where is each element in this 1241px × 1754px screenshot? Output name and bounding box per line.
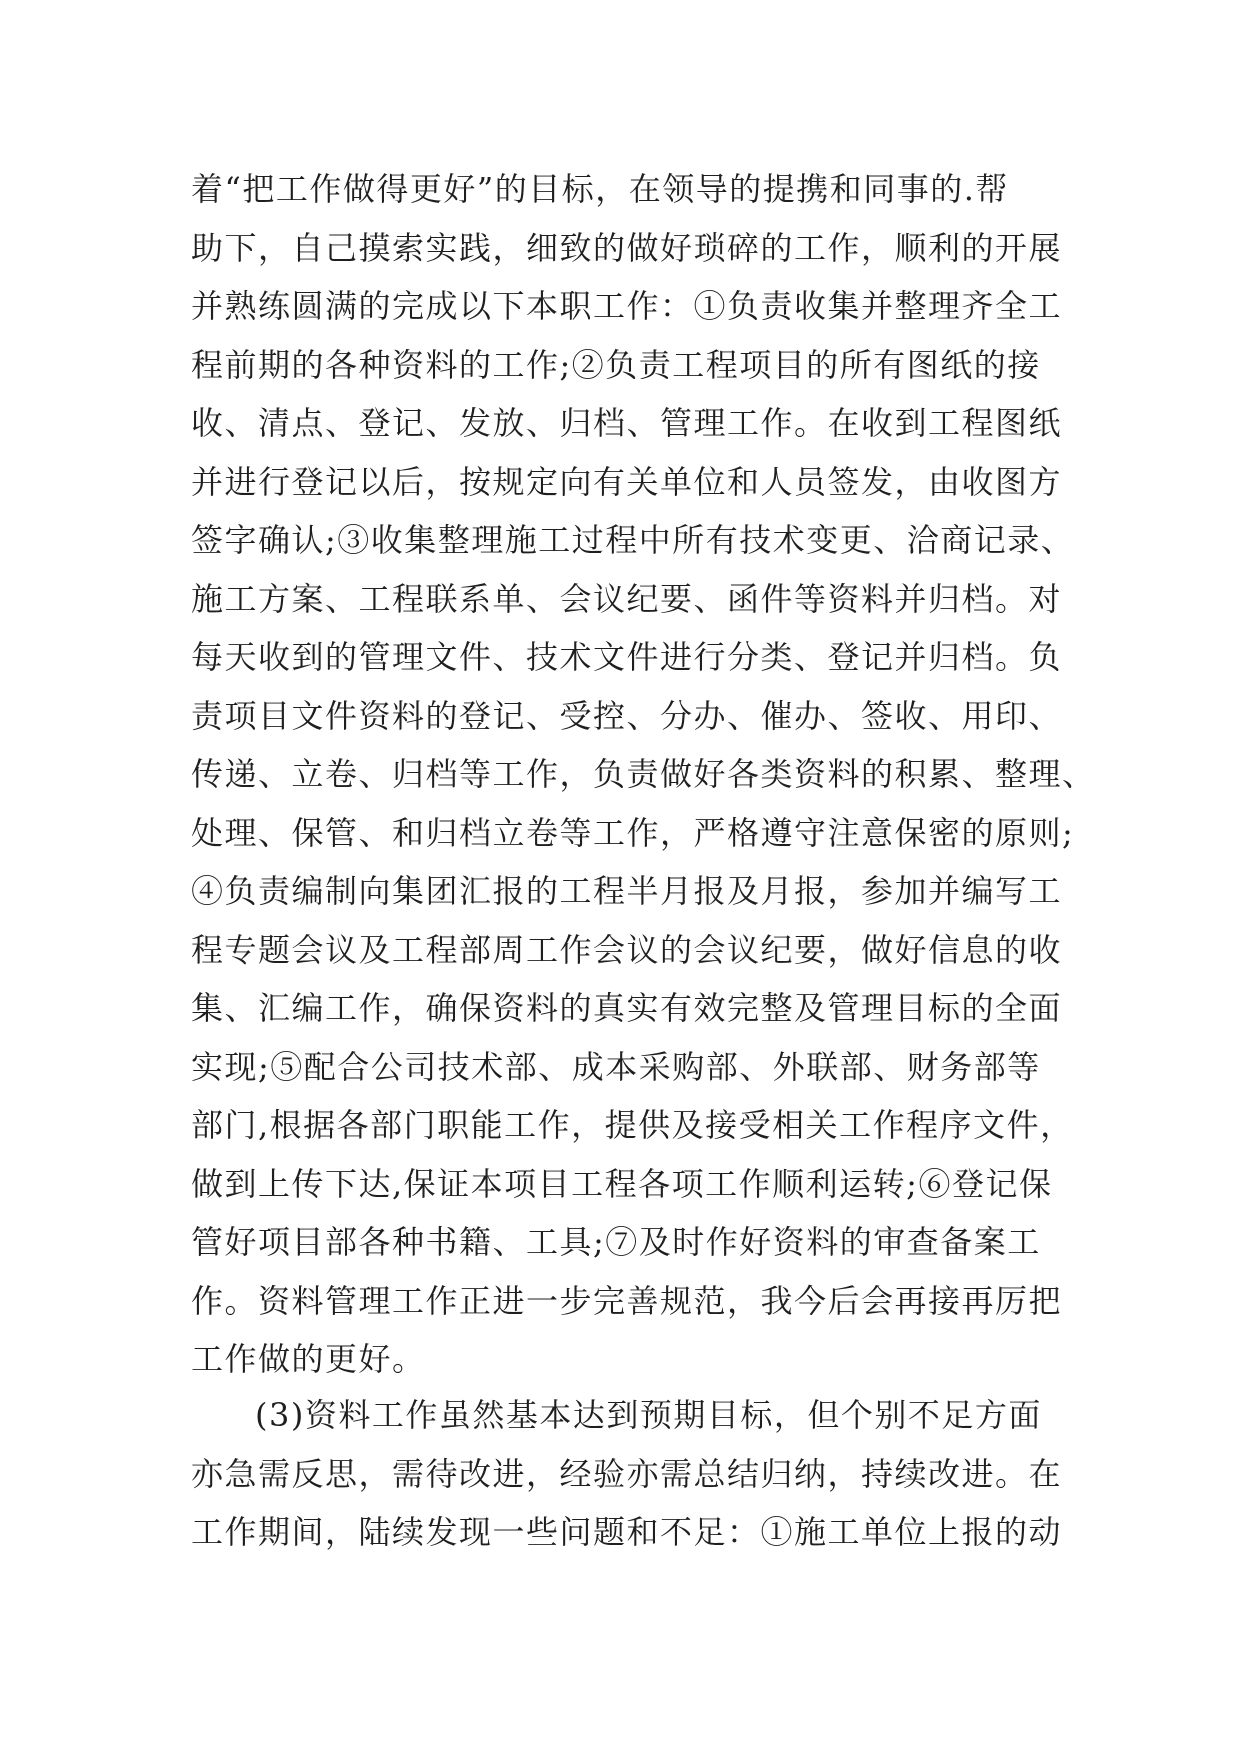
text-line: 着“把工作做得更好”的目标，在领导的提携和同事的.帮 xyxy=(191,170,1009,208)
text-line: 工作期间，陆续发现一些问题和不足：①施工单位上报的动 xyxy=(191,1513,1063,1551)
text-line: 实现;⑤配合公司技术部、成本采购部、外联部、财务部等 xyxy=(191,1047,1041,1086)
text-line: 并进行登记以后，按规定向有关单位和人员签发，由收图方 xyxy=(191,462,1063,501)
text-line: 程专题会议及工程部周工作会议的会议纪要，做好信息的收 xyxy=(191,930,1063,969)
text-line: ④负责编制向集团汇报的工程半月报及月报，参加并编写工 xyxy=(191,872,1063,910)
text-line: 做到上传下达,保证本项目工程各项工作顺利运转;⑥登记保 xyxy=(191,1164,1053,1203)
text-line: 每天收到的管理文件、技术文件进行分类、登记并归档。负 xyxy=(191,638,1063,676)
text-line: 签字确认;③收集整理施工过程中所有技术变更、洽商记录、 xyxy=(191,521,1075,559)
paragraph-2 xyxy=(191,1386,1071,1562)
text-line: 处理、保管、和归档立卷等工作，严格遵守注意保密的原则; xyxy=(191,813,1075,852)
text-line: 部门,根据各部门职能工作，提供及接受相关工作程序文件， xyxy=(191,1106,1074,1144)
text-line: 集、汇编工作，确保资料的真实有效完整及管理目标的全面 xyxy=(191,989,1063,1027)
text-line: 并熟练圆满的完成以下本职工作：①负责收集并整理齐全工 xyxy=(191,287,1063,325)
text-line: 施工方案、工程联系单、会议纪要、函件等资料并归档。对 xyxy=(191,579,1063,618)
paragraph-1 xyxy=(191,160,1096,1389)
text-line: 亦急需反思，需待改进，经验亦需总结归纳，持续改进。在 xyxy=(191,1454,1063,1493)
text-line: 程前期的各种资料的工作;②负责工程项目的所有图纸的接 xyxy=(191,345,1041,384)
text-line: 管好项目部各种书籍、工具;⑦及时作好资料的审查备案工 xyxy=(191,1223,1041,1261)
text-line: 作。资料管理工作正进一步完善规范，我今后会再接再厉把 xyxy=(191,1281,1063,1320)
text-line: 助下，自己摸索实践，细致的做好琐碎的工作，顺利的开展 xyxy=(191,228,1063,267)
text-line: 工作做的更好。 xyxy=(191,1340,426,1378)
text-line: 收、清点、登记、发放、归档、管理工作。在收到工程图纸 xyxy=(191,404,1063,442)
text-line: 传递、立卷、归档等工作，负责做好各类资料的积累、整理、 xyxy=(191,755,1096,793)
text-line: 责项目文件资料的登记、受控、分办、催办、签收、用印、 xyxy=(191,696,1063,735)
text-line-indented: (3)资料工作虽然基本达到预期目标，但个别不足方面 xyxy=(255,1396,1042,1434)
